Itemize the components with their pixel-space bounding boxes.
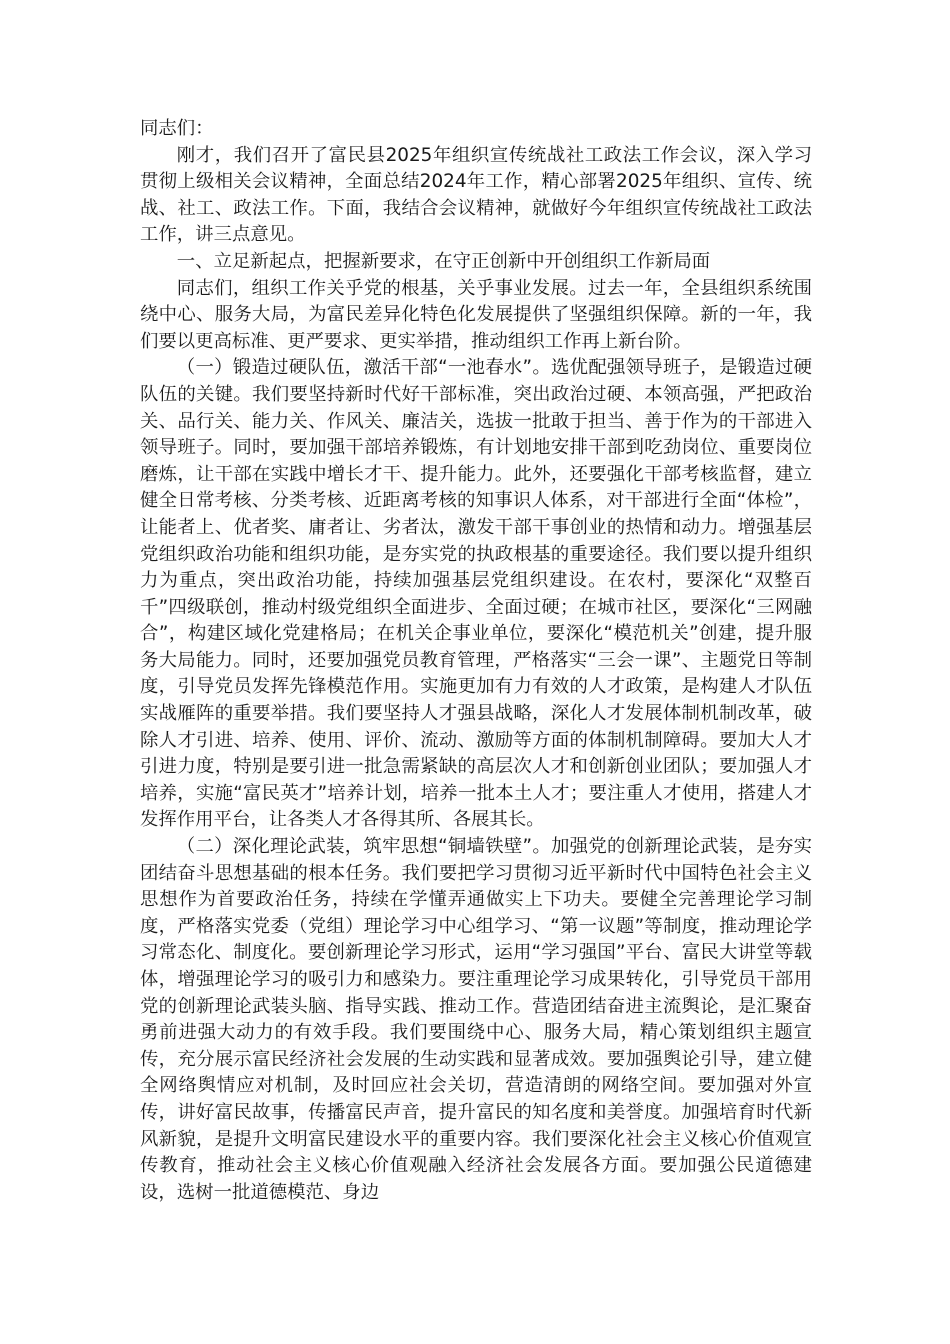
subsection-one-paragraph: （一）锻造过硬队伍，激活干部“一池春水”。选优配强领导班子，是锻造过硬队伍的关键。我们要坚持新时代好干部标准，突出政治过硬、本领高强，严把政治关、品行关、能力关、作风关、廉洁关，选拔一批敢于担当、善于作为的干部进入领导班子。同时，要加强干部培养锻炼，有计划地安排干部到吃劲岗位、重要岗位磨炼，让干部在实践中增长才干、提升能力。此外，还要强化干部考核监督，建立健全日常考核、分类考核、近距离考核的知事识人体系，对干部进行全面“体检”，让能者上、优者奖、庸者让、劣者汰，激发干部干事创业的热情和动力。增强基层党组织政治功能和组织功能，是夯实党的执政根基的重要途径。我们要以提升组织力为重点，突出政治功能，持续加强基层党组织建设。在农村，要深化“双整百千”四级联创，推动村级党组织全面进步、全面过硬；在城市社区，要深化“三网融合”，构建区域化党建格局；在机关企事业单位，要深化“模范机关”创建，提升服务大局能力。同时，还要加强党员教育管理，严格落实“三会一课”、主题党日等制度，引导党员发挥先锋模范作用。实施更加有力有效的人才政策，是构建人才队伍实战雁阵的重要举措。我们要坚持人才强县战略，深化人才发展体制机制改革，破除人才引进、培养、使用、评价、流动、激励等方面的体制机制障碍。要加大人才引进力度，特别是要引进一批急需紧缺的高层次人才和创新创业团队；要加强人才培养，实施“富民英才”培养计划，培养一批本土人才；要注重人才使用，搭建人才发挥作用平台，让各类人才各得其所、各展其长。 (140, 357, 812, 831)
salutation: 同志们： (140, 118, 214, 139)
subsection-two-paragraph: （二）深化理论武装，筑牢思想“铜墙铁壁”。加强党的创新理论武装，是夯实团结奋斗思想基础的根本任务。我们要把学习贯彻习近平新时代中国特色社会主义思想作为首要政治任务，持续在学懂弄通做实上下功夫。要健全完善理论学习制度，严格落实党委（党组）理论学习中心组学习、“第一议题”等制度，推动理论学习常态化、制度化。要创新理论学习形式，运用“学习强国”平台、富民大讲堂等载体，增强理论学习的吸引力和感染力。要注重理论学习成果转化，引导党员干部用党的创新理论武装头脑、指导实践、推动工作。营造团结奋进主流舆论，是汇聚奋勇前进强大动力的有效手段。我们要围绕中心、服务大局，精心策划组织主题宣传，充分展示富民经济社会发展的生动实践和显著成效。要加强舆论引导，建立健全网络舆情应对机制，及时回应社会关切，营造清朗的网络空间。要加强对外宣传，讲好富民故事，传播富民声音，提升富民的知名度和美誉度。加强培育时代新风新貌，是提升文明富民建设水平的重要内容。我们要深化社会主义核心价值观宣传教育，推动社会主义核心价值观融入经济社会发展各方面。要加强公民道德建设，选树一批道德模范、身边 (140, 836, 812, 1203)
intro-paragraph: 刚才，我们召开了富民县2025年组织宣传统战社工政法工作会议，深入学习贯彻上级相关会议精神，全面总结2024年工作，精心部署2025年组织、宣传、统战、社工、政法工作。下面，我结合会议精神，就做好今年组织宣传统战社工政法工作，讲三点意见。 (140, 144, 812, 246)
section-heading-one: 一、立足新起点，把握新要求，在守正创新中开创组织工作新局面 (176, 250, 711, 272)
section-one-intro-paragraph: 同志们，组织工作关乎党的根基，关乎事业发展。过去一年，全县组织系统围绕中心、服务大局，为富民差异化特色化发展提供了坚强组织保障。新的一年，我们要以更高标准、更严要求、更实举措，推动组织工作再上新台阶。 (140, 277, 812, 352)
document-page (140, 116, 812, 1206)
